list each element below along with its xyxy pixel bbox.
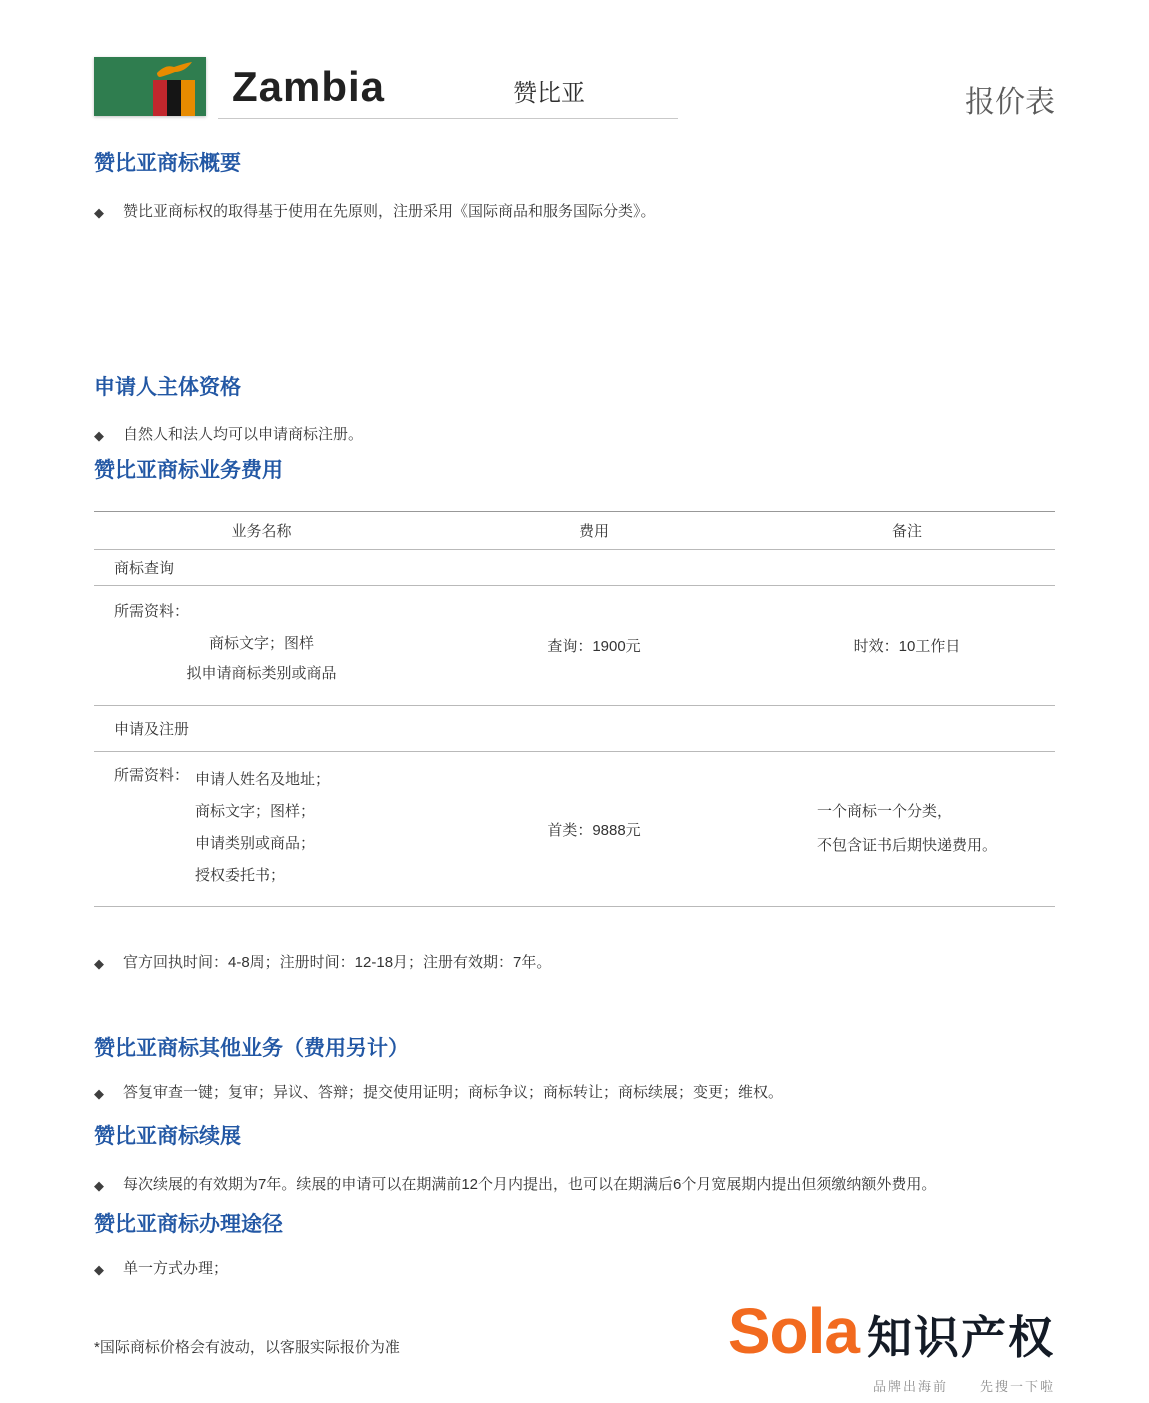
material-item: 申请人姓名及地址； [195, 771, 331, 788]
eagle-icon [154, 60, 194, 80]
fee-table-header-row [94, 512, 1055, 550]
price-disclaimer: *国际商标价格会有波动，以客服实际报价为准 [94, 1339, 400, 1356]
bullet-applicant [94, 425, 1055, 446]
sola-logo-wordmark [727, 1295, 1055, 1367]
fee-table-header-notes: 备注 [891, 523, 922, 540]
bullet-applicant-text: 自然人和法人均可以申请商标注册。 [123, 426, 364, 443]
bullet-channel [94, 1259, 1055, 1280]
fee-table-header-fee: 费用 [578, 523, 609, 540]
section-title-overview: 赞比亚商标概要 [94, 152, 241, 175]
note-item: 不包含证书后期快递费用。 [816, 837, 997, 854]
bullet-channel-text: 单一方式办理； [123, 1260, 229, 1277]
tagline-left: 品牌出海前 [873, 1379, 949, 1394]
section-title-other: 赞比亚商标其他业务（费用另计） [94, 1037, 409, 1060]
search-note-value: 时效：10工作日 [853, 638, 961, 655]
sola-brand-chinese: 知识产权 [866, 1312, 1055, 1363]
title-block [218, 57, 678, 119]
registration-fee-value: 首类：9888元 [547, 821, 641, 839]
section-title-channel: 赞比亚商标办理途径 [94, 1213, 283, 1236]
material-item: 拟申请商标类别或商品 [186, 665, 337, 682]
diamond-bullet-icon: ◆ [94, 1262, 104, 1277]
section-renewal [94, 1124, 1055, 1196]
document-type-label: 报价表 [965, 86, 1055, 119]
footer [94, 1295, 1055, 1403]
material-item: 商标文字；图样 [208, 635, 314, 652]
zambia-flag-icon [94, 57, 206, 116]
flag-stripe-black [167, 80, 181, 116]
fee-table-group-search: 商标查询 [94, 550, 1055, 586]
section-title-renewal: 赞比亚商标续展 [94, 1125, 241, 1148]
bullet-renewal [94, 1175, 1055, 1196]
note-item: 一个商标一个分类， [816, 803, 952, 820]
section-channel [94, 1212, 1055, 1280]
diamond-bullet-icon: ◆ [94, 956, 104, 971]
cell-registration-fee [429, 752, 759, 906]
cell-search-fee [429, 586, 759, 705]
cell-search-materials [94, 586, 429, 705]
fee-table-group-registration: 申请及注册 [94, 706, 1055, 752]
sola-tagline [873, 1376, 1055, 1395]
cell-registration-materials [94, 752, 429, 906]
flag-stripe-red [153, 80, 167, 116]
bullet-other [94, 1083, 1055, 1104]
fee-table-row-registration [94, 752, 1055, 907]
sola-brand-text: Sola [727, 1295, 859, 1367]
materials-list [195, 764, 330, 892]
material-item: 申请类别或商品； [195, 835, 316, 852]
country-name-english: Zambia [232, 63, 386, 110]
search-fee-value: 查询：1900元 [547, 638, 641, 655]
fee-table [94, 511, 1055, 907]
diamond-bullet-icon: ◆ [94, 428, 104, 443]
bullet-overview-text: 赞比亚商标权的取得基于使用在先原则，注册采用《国际商品和服务国际分类》。 [123, 203, 656, 220]
header [94, 0, 1055, 121]
section-other-services [94, 1036, 1055, 1104]
materials-label: 所需资料： [114, 603, 190, 620]
section-fees [94, 458, 1055, 974]
section-title-applicant: 申请人主体资格 [94, 376, 241, 399]
section-title-fees: 赞比亚商标业务费用 [94, 459, 283, 482]
flag-stripes [153, 80, 195, 116]
sola-logo [727, 1295, 1055, 1403]
bullet-fees-timing [94, 953, 1055, 974]
cell-registration-notes [759, 752, 1055, 906]
bullet-renewal-text: 每次续展的有效期为7年。续展的申请可以在期满前12个月内提出，也可以在期满后6个月宽展期内提出但须缴纳额外费用。 [123, 1176, 937, 1193]
flag-stripe-orange [181, 80, 195, 116]
section-overview [94, 151, 1055, 223]
tagline-right: 先搜一下啦 [979, 1379, 1055, 1394]
material-item: 商标文字；图样； [195, 803, 316, 820]
registration-notes-list [817, 795, 997, 863]
cell-search-notes [759, 586, 1055, 705]
bullet-fees-timing-text: 官方回执时间：4-8周；注册时间：12-18月；注册有效期：7年。 [123, 954, 552, 971]
bullet-other-text: 答复审查一键；复审；异议、答辩；提交使用证明；商标争议；商标转让；商标续展；变更；维权。 [123, 1084, 784, 1101]
section-applicant [94, 375, 1055, 446]
fee-table-row-search [94, 586, 1055, 706]
diamond-bullet-icon: ◆ [94, 205, 104, 220]
material-item: 授权委托书； [195, 867, 286, 884]
bullet-overview [94, 202, 1055, 223]
fee-table-header-service: 业务名称 [231, 523, 292, 540]
country-name-chinese: 赞比亚 [513, 80, 586, 107]
diamond-bullet-icon: ◆ [94, 1178, 104, 1193]
diamond-bullet-icon: ◆ [94, 1086, 104, 1101]
materials-label: 所需资料： [114, 767, 190, 784]
